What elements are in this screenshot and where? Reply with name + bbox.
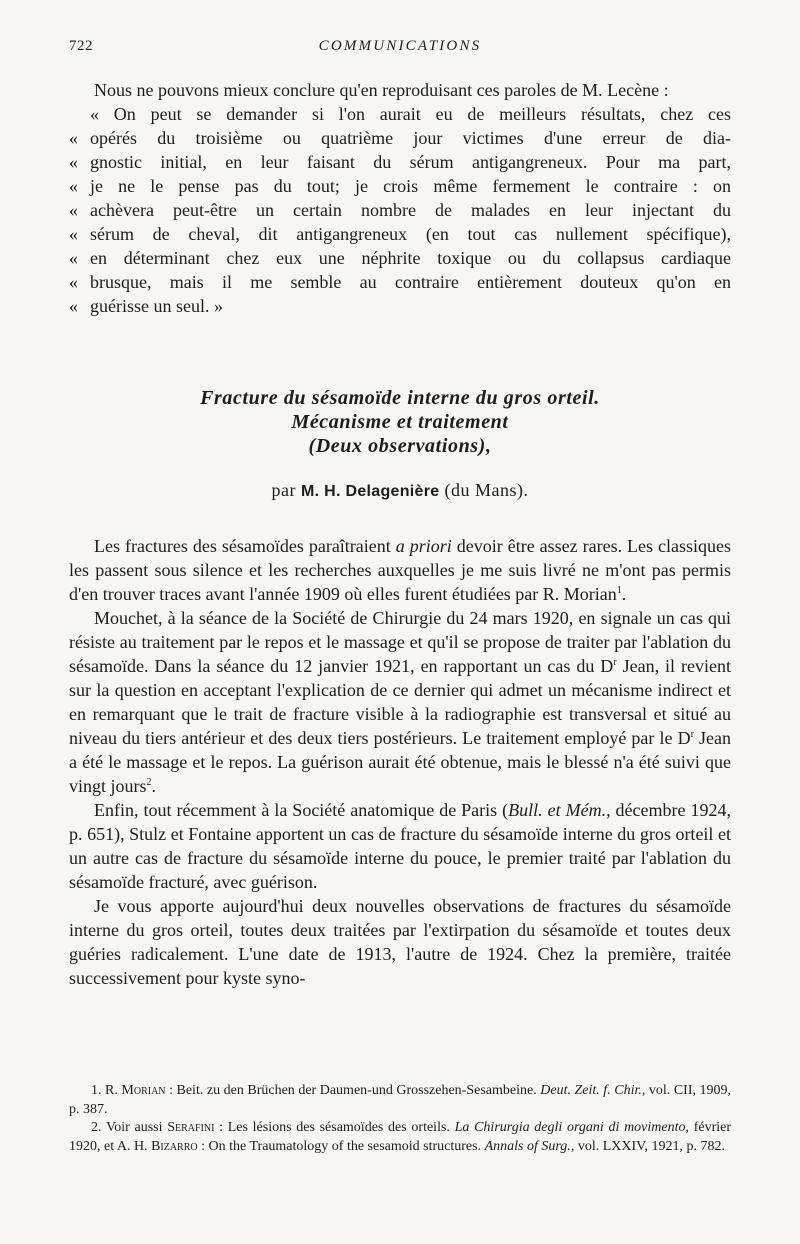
byline-prefix: par <box>271 480 296 500</box>
footnote-ref: 2 <box>146 777 152 788</box>
footnote-ref: 1 <box>616 585 622 596</box>
footnote-author: R. Morian <box>105 1083 166 1098</box>
quote-line: « guérisse un seul. » <box>69 296 223 316</box>
byline-suffix: (du Mans). <box>444 480 529 500</box>
footnote-2: 2. Voir aussi Serafini : Les lésions des sésamoïdes des orteils. La Chirurgia degli organi di movimento, février 1920, et A. H. Bizarro : On the Traumatology of the sesamoid structures. Annals of Surg., vol. LXXIV, 1921, p. 782. <box>69 1120 732 1154</box>
guillemet: « <box>69 224 78 244</box>
guillemet: « <box>69 296 78 316</box>
footnote-1: 1. R. Morian : Beit. zu den Brüchen der Daumen-und Grosszehen-Sesambeine. Deut. Zeit. f. Chir., vol. CII, 1909, p. 387. <box>69 1083 732 1117</box>
intro-lead: Nous ne pouvons mieux conclure qu'en reproduisant ces paroles de M. Lecène : <box>94 80 669 100</box>
quote-line: « je ne le pense pas du tout; je crois même fermement le contraire : on <box>69 176 731 196</box>
guillemet: « <box>69 152 78 172</box>
title-line-1: Fracture du sésamoïde interne du gros orteil. <box>200 387 600 409</box>
quote-line: « sérum de cheval, dit antigangreneux (en tout cas nullement spécifique), <box>69 224 731 244</box>
section-title: COMMUNICATIONS <box>318 38 482 54</box>
article-title <box>69 386 731 458</box>
footnote-author: Serafini <box>167 1120 215 1135</box>
paragraph-3: Enfin, tout récemment à la Société anatomique de Paris (Bull. et Mém., décembre 1924, p. 651), Stulz et Fontaine apportent un cas de fracture du sésamoïde interne du gros orteil et un autre cas de fracture du sésamoïde interne du pouce, le premier traité par l'ablation du sésamoïde fracturé, avec guérison. <box>69 800 731 892</box>
paragraph-4: Je vous apporte aujourd'hui deux nouvelles observations de fractures du sésamoïde interne du gros orteil, toutes deux traitées par l'extirpation du sésamoïde et toutes deux guéries radicalement. L'une date de 1913, l'autre de 1924. Chez la première, traitée successivement pour kyste syno- <box>69 896 731 988</box>
article-body <box>69 534 731 990</box>
quote-line: « achèvera peut-être un certain nombre de malades en leur injectant du <box>69 200 731 220</box>
title-line-3: (Deux observations), <box>308 435 492 457</box>
footnote-author: Bizarro <box>151 1138 198 1154</box>
intro-block <box>69 78 731 318</box>
author-name: M. H. Delagenière <box>301 483 440 500</box>
title-line-2: Mécanisme et traitement <box>291 411 509 433</box>
quote-line: « gnostic initial, en leur faisant du sérum antigangreneux. Pour ma part, <box>69 152 731 172</box>
quote-line: « brusque, mais il me semble au contraire entièrement douteux qu'on en <box>69 272 731 292</box>
footnotes <box>69 1082 731 1156</box>
guillemet: « <box>69 200 78 220</box>
italic-text: a priori <box>395 536 452 556</box>
paragraph-1: Les fractures des sésamoïdes paraîtraient a priori devoir être assez rares. Les classiques les passent sous silence et les recherches auxquelles je me suis livré ne m'ont pas permis d'en trouver traces avant l'année 1909 où elles furent étudiées par R. Morian$^1$. <box>69 536 732 604</box>
quote-line: « en déterminant chez eux une néphrite toxique ou du collapsus cardiaque <box>69 248 731 268</box>
quote-line: « On peut se demander si l'on aurait eu de meilleurs résultats, chez ces <box>90 104 731 124</box>
guillemet: « <box>69 176 78 196</box>
running-head <box>69 38 731 58</box>
guillemet: « <box>69 128 78 148</box>
paragraph-2: Mouchet, à la séance de la Société de Chirurgie du 24 mars 1920, en signale un cas qui résiste au traitement par le repos et le massage et qu'il se propose de traiter par l'ablation du sésamoïde. Dans la séance du 12 janvier 1921, en rapportant un cas du $D^r$ Jean, il revient sur la question en acceptant l'explication de ce dernier qui admet un mécanisme indirect et en remarquant que le trait de fracture visible à la radiographie est transversal et situé au niveau du tiers antérieur et des deux tiers postérieurs. Le traitement employé par le $D^r$ Jean a été le massage et le repos. La guérison aurait été obtenue, mais le blessé n'a été suivi que vingt jours$^2$. <box>69 608 731 796</box>
guillemet: « <box>69 248 78 268</box>
page-number: 722 <box>69 38 93 54</box>
italic-text: Bull. et Mém. <box>508 800 607 820</box>
byline <box>69 480 731 501</box>
quote-line: « opérés du troisième ou quatrième jour victimes d'une erreur de dia- <box>69 128 731 148</box>
guillemet: « <box>69 272 78 292</box>
